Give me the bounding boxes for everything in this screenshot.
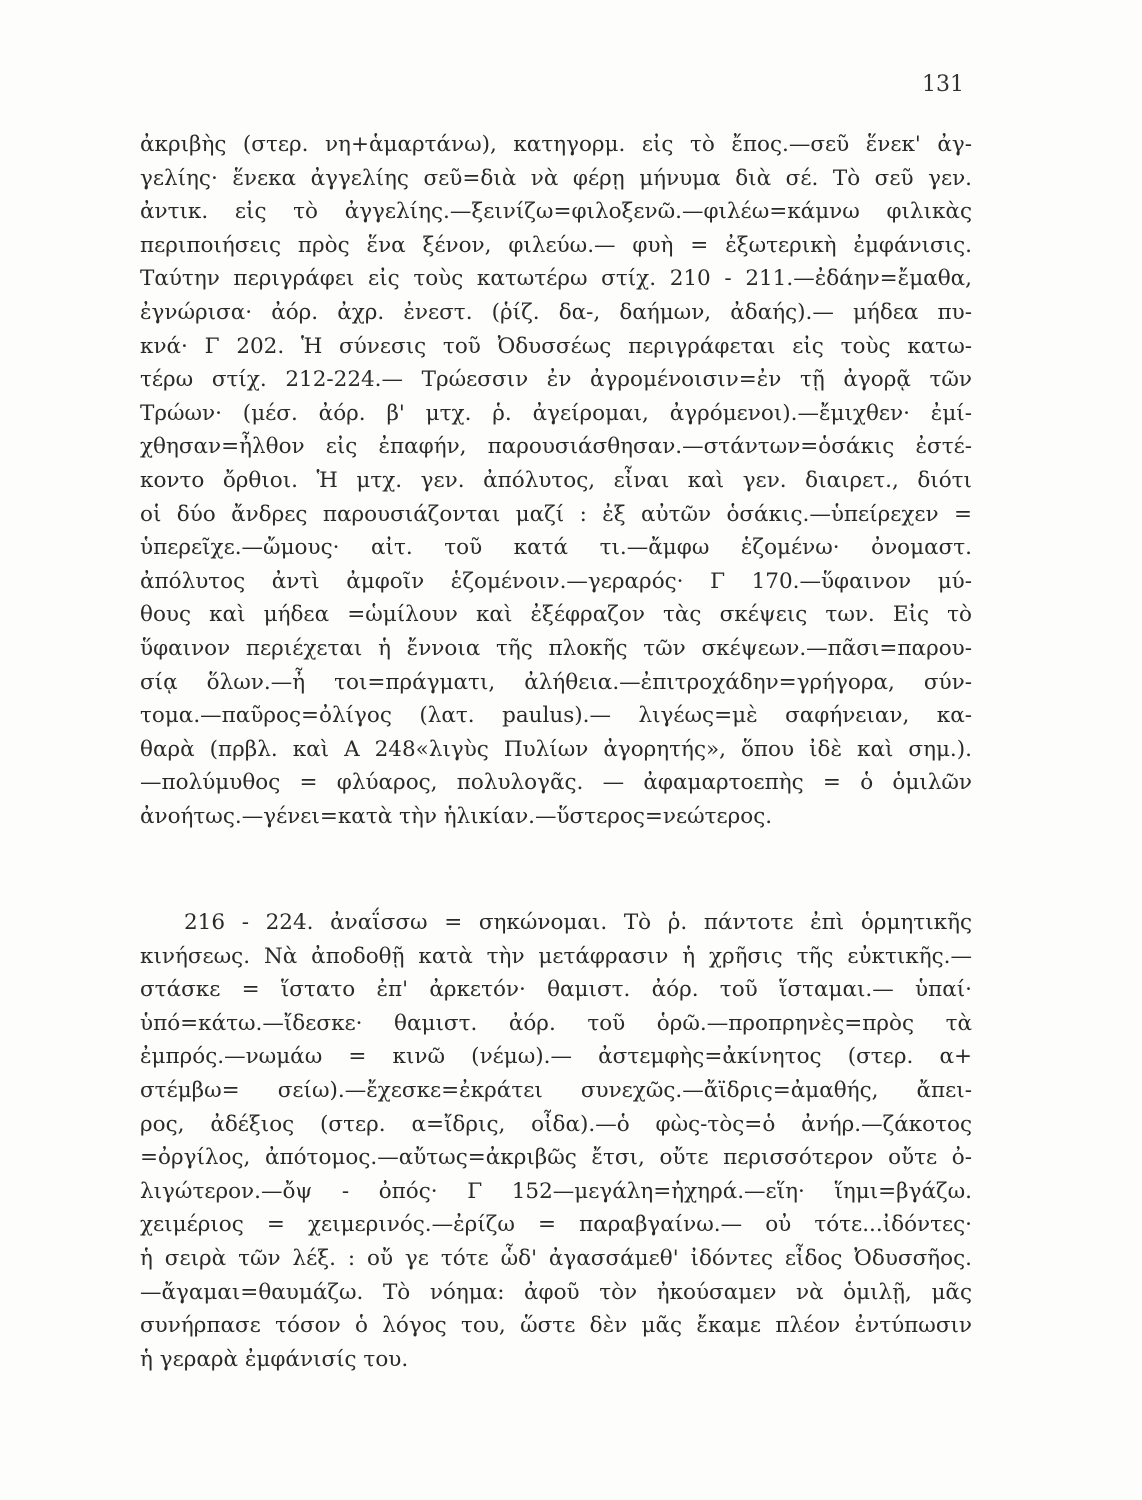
text-line: ἡ σειρὰ τῶν λέξ. : οὔ γε τότε ὧδ' ἀγασσάμεθ' ἰδόντες εἶδος Ὀδυσσῆος.	[140, 1245, 972, 1271]
text-line: ὑπερεῖχε.—ὤμους· αἰτ. τοῦ κατά τι.—ἄμφω ἑζομένω· ὀνομαστ.	[140, 535, 972, 561]
text-line: οἱ δύο ἄνδρες παρουσιάζονται μαζί : ἐξ αὐτῶν ὁσάκις.—ὑπείρεχεν =	[140, 501, 972, 527]
text-line: ὑπό=κάτω.—ἴδεσκε· θαμιστ. ἀόρ. τοῦ ὁρῶ.—προπρηνὲς=πρὸς τὰ	[140, 1010, 972, 1036]
text-line: συνήρπασε τόσον ὁ λόγος του, ὥστε δὲν μᾶς ἔκαμε πλέον ἐντύπωσιν	[140, 1313, 972, 1339]
text-line: τομα.—παῦρος=ὀλίγος (λατ. paulus).— λιγέως=μὲ σαφήνειαν, κα-	[140, 703, 972, 729]
text-line: στέμβω= σείω).—ἔχεσκε=ἐκράτει συνεχῶς.—ἄϊδρις=ἀμαθής, ἄπει-	[140, 1077, 972, 1103]
text-line: ἀπόλυτος ἀντὶ ἀμφοῖν ἑζομένοιν.—γεραρός· Γ 170.—ὕφαινον μύ-	[140, 568, 972, 594]
text-line: χειμέριος = χειμερινός.—ἐρίζω = παραβγαίνω.— οὐ τότε...ἰδόντες·	[140, 1212, 972, 1238]
text-line: λιγώτερον.—ὄψ - ὀπός· Γ 152—μεγάλη=ἠχηρά.—εἵη· ἵημι=βγάζω.	[140, 1178, 972, 1204]
text-line: ἡ γεραρὰ ἐμφάνισίς του.	[140, 1346, 409, 1372]
text-line: —πολύμυθος = φλύαρος, πολυλογᾶς. — ἀφαμαρτοεπὴς = ὁ ὁμιλῶν	[140, 770, 972, 796]
text-line: Ταύτην περιγράφει εἰς τοὺς κατωτέρω στίχ. 210 - 211.—ἐδάην=ἔμαθα,	[140, 266, 972, 292]
text-line: περιποιήσεις πρὸς ἕνα ξένον, φιλεύω.— φυὴ = ἐξωτερικὴ ἐμφάνισις.	[140, 232, 972, 258]
text-line: ἀνοήτως.—γένει=κατὰ τὴν ἡλικίαν.—ὕστερος=νεώτερος.	[140, 803, 773, 829]
text-line: τέρω στίχ. 212-224.— Τρώεσσιν ἐν ἀγρομένοισιν=ἐν τῇ ἀγορᾷ τῶν	[140, 367, 972, 393]
commentary-paragraph	[140, 906, 972, 1376]
text-line: ἀντικ. εἰς τὸ ἀγγελίης.—ξεινίζω=φιλοξενῶ.—φιλέω=κάμνω φιλικὰς	[140, 199, 972, 225]
text-line: =ὀργίλος, ἀπότομος.—αὔτως=ἀκριβῶς ἔτσι, οὔτε περισσότερον οὔτε ὀ-	[140, 1145, 972, 1171]
text-line: —ἄγαμαι=θαυμάζω. Τὸ νόημα: ἀφοῦ τὸν ἠκούσαμεν νὰ ὁμιλῇ, μᾶς	[140, 1279, 972, 1305]
text-line: ρος, ἀδέξιος (στερ. α=ἴδρις, οἶδα).—ὁ φὼς-τὸς=ὁ ἀνήρ.—ζάκοτος	[140, 1111, 972, 1137]
text-line: ὕφαινον περιέχεται ἡ ἔννοια τῆς πλοκῆς τῶν σκέψεων.—πᾶσι=παρου-	[140, 635, 972, 661]
text-line: κνά· Γ 202. Ἡ σύνεσις τοῦ Ὀδυσσέως περιγράφεται εἰς τοὺς κατω-	[140, 333, 972, 359]
page-number: 131	[922, 72, 964, 97]
text-line: γελίης· ἕνεκα ἀγγελίης σεῦ=διὰ νὰ φέρῃ μήνυμα διὰ σέ. Τὸ σεῦ γεν.	[140, 165, 972, 191]
text-line: θους καὶ μήδεα =ὡμίλουν καὶ ἐξέφραζον τὰς σκέψεις των. Εἰς τὸ	[140, 602, 972, 628]
text-line: ἐγνώρισα· ἀόρ. ἀχρ. ἐνεστ. (ῥίζ. δα-, δαήμων, ἀδαής).— μήδεα πυ-	[140, 299, 972, 325]
text-line: ἀκριβὴς (στερ. νη+ἁμαρτάνω), κατηγορμ. εἰς τὸ ἔπος.—σεῦ ἕνεκ' ἀγ-	[140, 132, 972, 157]
text-line: σίᾳ ὅλων.—ἦ τοι=πράγματι, ἀλήθεια.—ἐπιτροχάδην=γρήγορα, σύν-	[140, 669, 972, 695]
text-line: Τρώων· (μέσ. ἀόρ. β' μτχ. ῥ. ἀγείρομαι, ἀγρόμενοι).—ἔμιχθεν· ἐμί-	[140, 400, 972, 426]
text-line: στάσκε = ἵστατο ἐπ' ἀρκετόν· θαμιστ. ἀόρ. τοῦ ἵσταμαι.— ὑπαί·	[140, 977, 972, 1003]
text-line: θαρὰ (πρβλ. καὶ Α 248«λιγὺς Πυλίων ἀγορητής», ὅπου ἰδὲ καὶ σημ.).	[140, 736, 972, 762]
text-line: κοντο ὄρθιοι. Ἡ μτχ. γεν. ἀπόλυτος, εἶναι καὶ γεν. διαιρετ., διότι	[140, 467, 972, 493]
text-line: κινήσεως. Νὰ ἀποδοθῇ κατὰ τὴν μετάφρασιν ἡ χρῆσις τῆς εὐκτικῆς.—	[140, 943, 972, 969]
commentary-paragraph	[140, 128, 972, 833]
text-line: ἐμπρός.—νωμάω = κινῶ (νέμω).— ἀστεμφὴς=ἀκίνητος (στερ. α+	[140, 1044, 972, 1070]
text-line: χθησαν=ἦλθον εἰς ἐπαφήν, παρουσιάσθησαν.—στάντων=ὁσάκις ἐστέ-	[140, 434, 972, 460]
text-line: 216 - 224. ἀναΐσσω = σηκώνομαι. Τὸ ῥ. πάντοτε ἐπὶ ὁρμητικῆς	[184, 910, 972, 935]
